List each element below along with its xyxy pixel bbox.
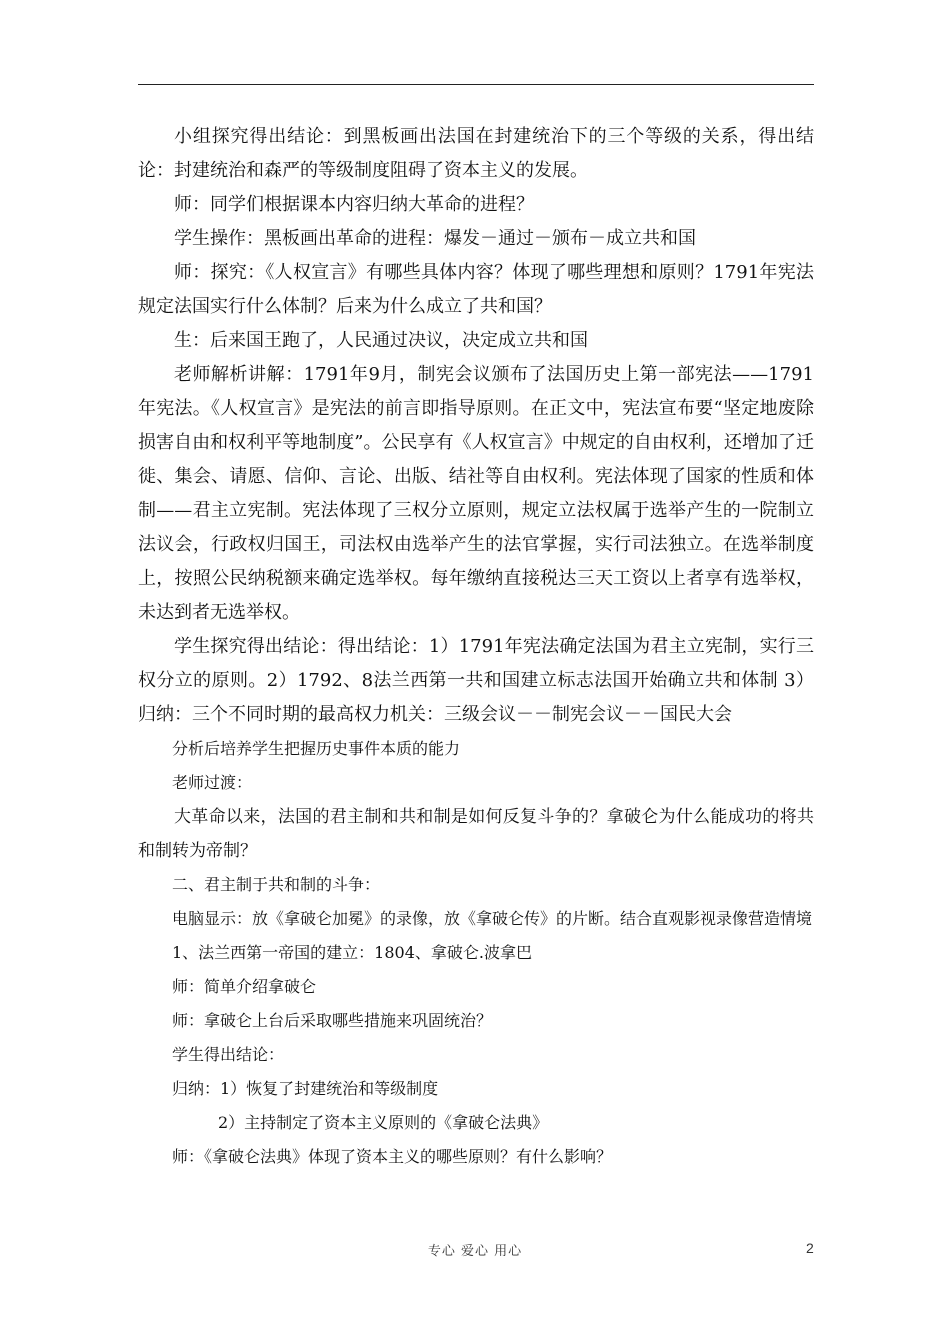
text-line: 师：《拿破仑法典》体现了资本主义的哪些原则？有什么影响？ <box>172 1147 613 1166</box>
text-line: 学生得出结论： <box>172 1045 285 1064</box>
text-line: 1、法兰西第一帝国的建立：1804、拿破仑.波拿巴 <box>172 943 532 962</box>
document-body <box>138 120 814 1174</box>
header-rule <box>138 84 814 85</box>
paragraph: 师：同学们根据课本内容归纳大革命的进程？ <box>174 194 534 215</box>
footer-motto: 专心 爱心 用心 <box>427 1244 523 1259</box>
paragraph: 师：探究：《人权宣言》有哪些具体内容？体现了哪些理想和原则？1791年宪法规定法国实行什么体制？后来为什么成立了共和国？ <box>138 262 814 317</box>
text-line: 归纳：1）恢复了封建统治和等级制度 <box>172 1079 439 1098</box>
paragraph: 小组探究得出结论：到黑板画出法国在封建统治下的三个等级的关系，得出结论：封建统治和森严的等级制度阻碍了资本主义的发展。 <box>138 126 814 181</box>
paragraph: 老师解析讲解：1791年9月，制宪会议颁布了法国历史上第一部宪法——1791年宪法。《人权宣言》是宪法的前言即指导原则。在正文中，宪法宣布要“坚定地废除损害自由和权利平等地制度”。公民享有《人权宣言》中规定的自由权利，还增加了迁徙、集会、请愿、信仰、言论、出版、结社等自由权利。宪法体现了国家的性质和体制——君主立宪制。宪法体现了三权分立原则，规定立法权属于选举产生的一院制立法议会，行政权归国王，司法权由选举产生的法官掌握，实行司法独立。在选举制度上，按照公民纳税额来确定选举权。每年缴纳直接税达三天工资以上者享有选举权，未达到者无选举权。 <box>138 364 814 623</box>
paragraph: 生：后来国王跑了，人民通过决议，决定成立共和国 <box>174 330 588 351</box>
text-line: 师：简单介绍拿破仑 <box>172 977 317 996</box>
page-number: 2 <box>806 1240 814 1256</box>
paragraph: 学生操作：黑板画出革命的进程：爆发－通过－颁布－成立共和国 <box>174 228 696 249</box>
text-line: 老师过渡： <box>172 773 253 792</box>
section-heading: 二、君主制于共和制的斗争： <box>172 875 381 894</box>
text-line: 师：拿破仑上台后采取哪些措施来巩固统治？ <box>172 1011 493 1030</box>
text-line: 2）主持制定了资本主义原则的《拿破仑法典》 <box>218 1113 549 1132</box>
paragraph: 学生探究得出结论：得出结论：1）1791年宪法确定法国为君主立宪制，实行三权分立的原则。2）1792、8法兰西第一共和国建立标志法国开始确立共和体制 3）归纳：三个不同时期的最高权力机关：三级会议－－制宪会议－－国民大会 <box>138 636 814 725</box>
text-line: 电脑显示：放《拿破仑加冕》的录像，放《拿破仑传》的片断。结合直观影视录像营造情境 <box>172 909 813 928</box>
text-line: 大革命以来，法国的君主制和共和制是如何反复斗争的？拿破仑为什么能成功的将共和制转为帝制？ <box>138 807 814 861</box>
text-line: 分析后培养学生把握历史事件本质的能力 <box>172 739 461 758</box>
